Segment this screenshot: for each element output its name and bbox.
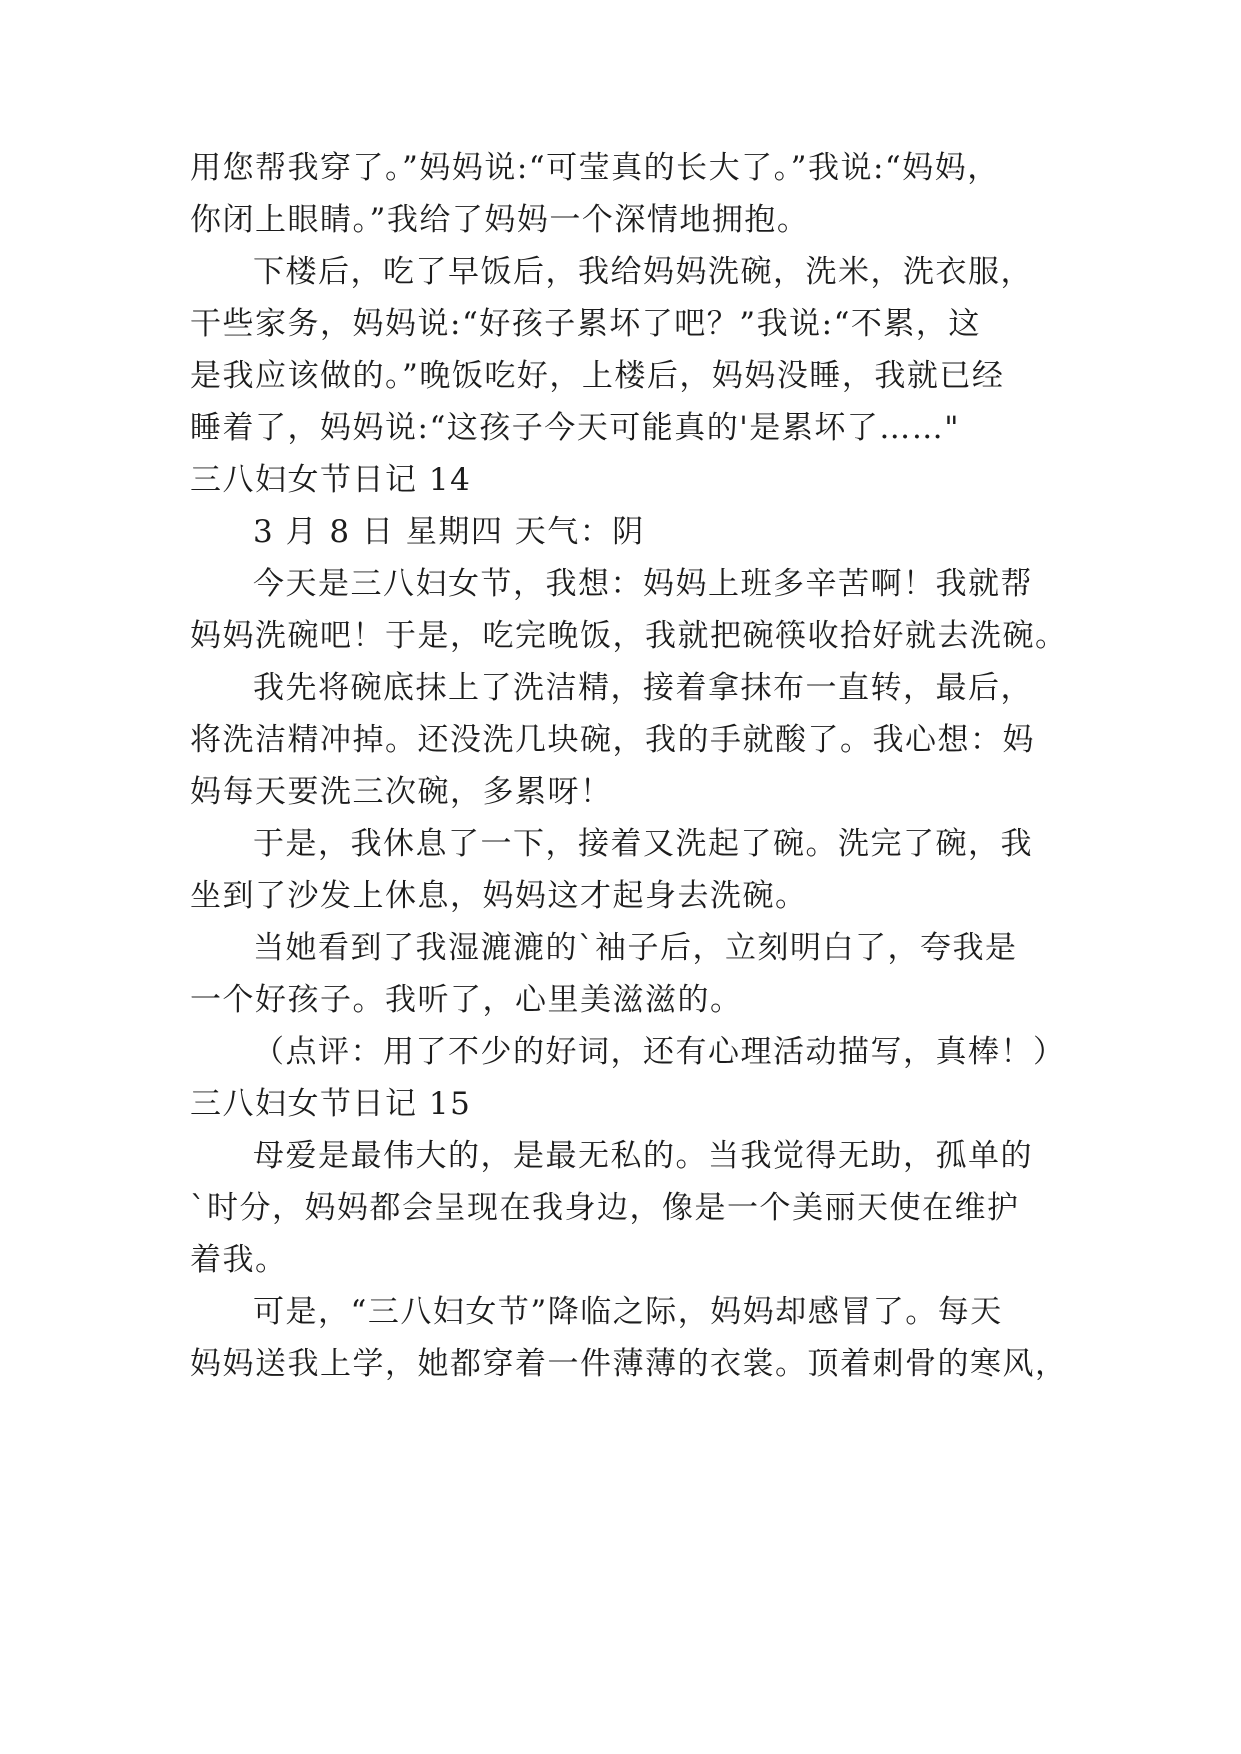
- diary-date-line: 3 月 8 日 星期四 天气：阴: [253, 514, 645, 550]
- comment-line: （点评：用了不少的好词，还有心理活动描写，真棒！）: [253, 1034, 1066, 1070]
- text-line: 妈每天要洗三次碗，多累呀！: [190, 774, 613, 810]
- text-line: 母爱是最伟大的，是最无私的。当我觉得无助，孤单的: [253, 1138, 1033, 1174]
- text-line: `时分，妈妈都会呈现在我身边，像是一个美丽天使在维护: [190, 1190, 1020, 1226]
- text-line: 坐到了沙发上休息，妈妈这才起身去洗碗。: [190, 878, 808, 914]
- text-line: 睡着了，妈妈说:“这孩子今天可能真的'是累坏了……": [190, 410, 961, 446]
- text-line: 妈妈洗碗吧！于是，吃完晚饭，我就把碗筷收拾好就去洗碗。: [190, 618, 1068, 654]
- text-line: 一个好孩子。我听了，心里美滋滋的。: [190, 982, 743, 1018]
- text-line: 今天是三八妇女节，我想：妈妈上班多辛苦啊！我就帮: [253, 566, 1033, 602]
- section-heading: 三八妇女节日记 15: [190, 1086, 472, 1122]
- text-line: 干些家务，妈妈说:“好孩子累坏了吧？”我说:“不累，这: [190, 306, 981, 342]
- text-line: 我先将碗底抹上了洗洁精，接着拿抹布一直转，最后，: [253, 670, 1033, 706]
- section-heading: 三八妇女节日记 14: [190, 462, 472, 498]
- text-line: 当她看到了我湿漉漉的`袖子后，立刻明白了，夸我是: [253, 930, 1018, 966]
- text-line: 妈妈送我上学，她都穿着一件薄薄的衣裳。顶着刺骨的寒风，: [190, 1346, 1068, 1382]
- text-line: 于是，我休息了一下，接着又洗起了碗。洗完了碗，我: [253, 826, 1033, 862]
- text-line: 是我应该做的。”晚饭吃好，上楼后，妈妈没睡，我就已经: [190, 358, 1005, 394]
- text-line: 你闭上眼睛。”我给了妈妈一个深情地拥抱。: [190, 202, 810, 238]
- text-line: 将洗洁精冲掉。还没洗几块碗，我的手就酸了。我心想：妈: [190, 722, 1035, 758]
- text-line: 用您帮我穿了。”妈妈说:“可莹真的长大了。”我说:“妈妈，: [190, 150, 1000, 186]
- text-line: 下楼后，吃了早饭后，我给妈妈洗碗，洗米，洗衣服，: [253, 254, 1033, 290]
- text-line: 着我。: [190, 1242, 288, 1278]
- text-line: 可是，“三八妇女节”降临之际，妈妈却感冒了。每天: [253, 1294, 1003, 1330]
